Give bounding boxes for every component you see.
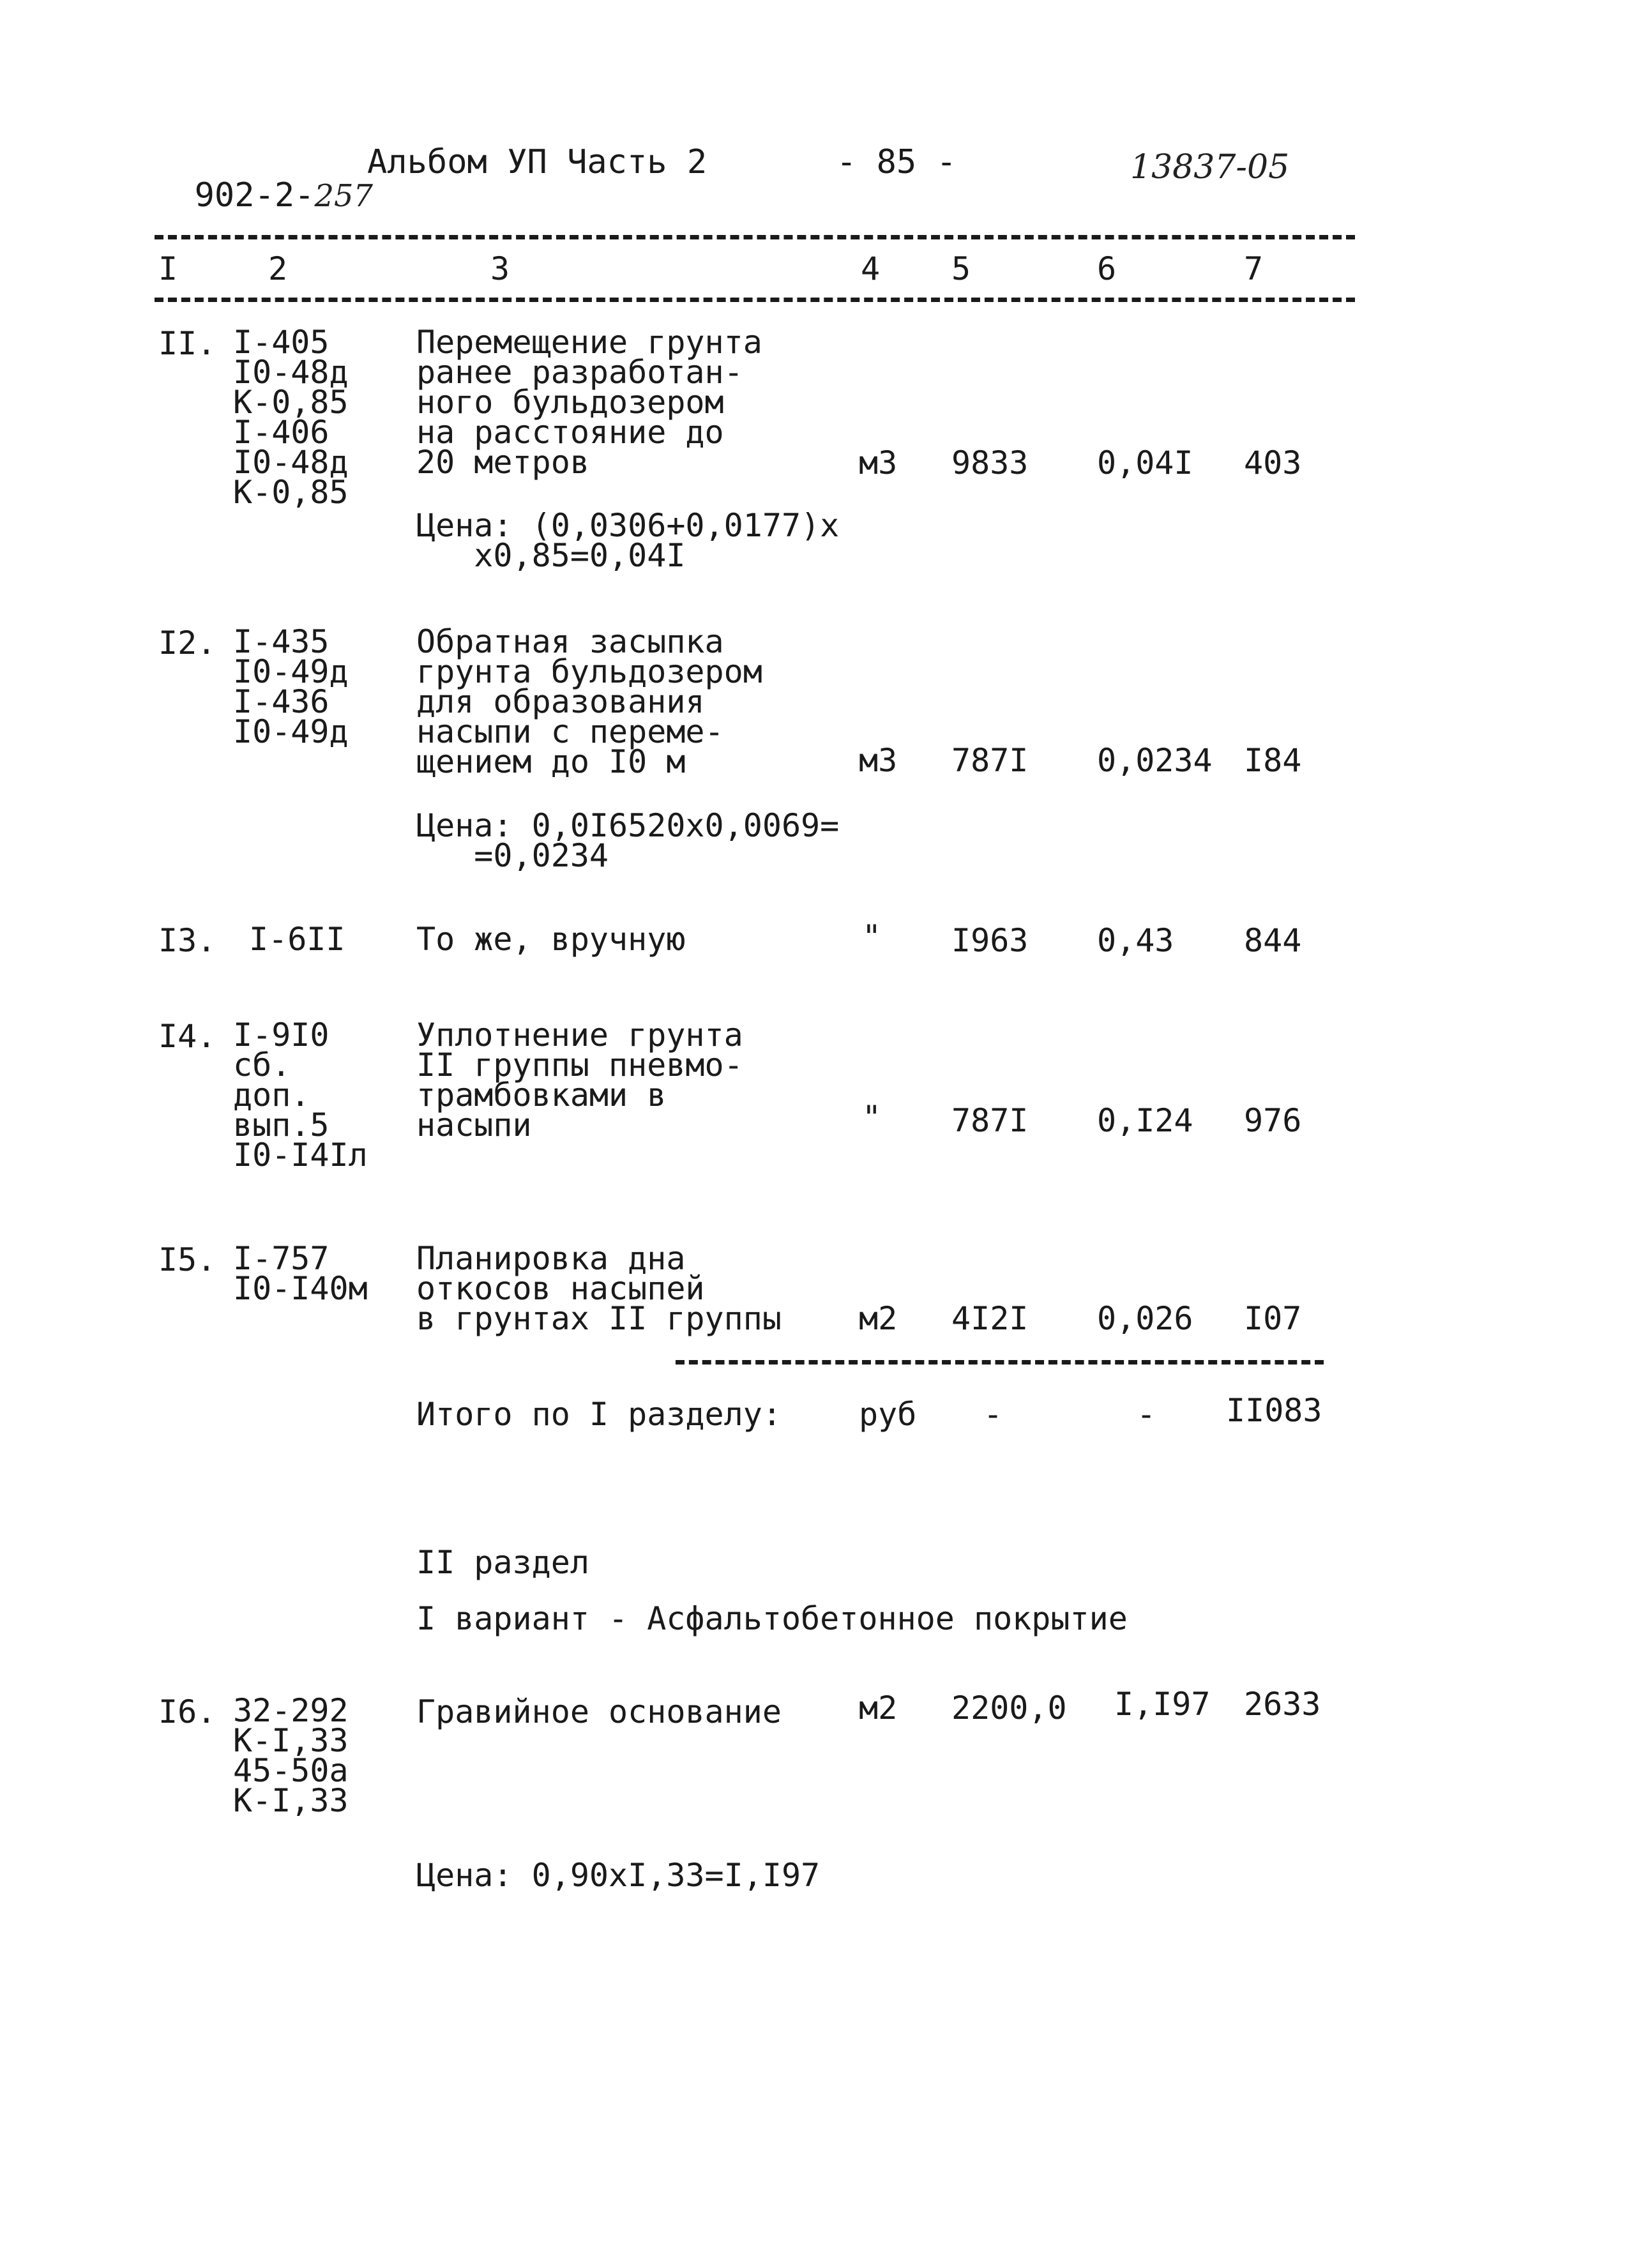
row-13-number: I3. — [158, 922, 216, 959]
row-11-price-note: Цена: (0,0306+0,0177)х х0,85=0,04I — [416, 507, 840, 574]
row-14-unit-price: 0,I24 — [1097, 1102, 1193, 1139]
subtotal-rule — [676, 1360, 1324, 1365]
subtotal-quantity: - — [983, 1396, 1003, 1433]
subtotal-unit: руб — [859, 1396, 917, 1433]
column-header-4: 4 — [861, 250, 881, 287]
row-11-unit: м3 — [859, 444, 898, 481]
row-12-quantity: 787I — [951, 742, 1029, 779]
column-header-3: 3 — [490, 250, 510, 287]
row-15-number: I5. — [158, 1241, 216, 1278]
row-13-total: 844 — [1244, 922, 1302, 959]
row-12-number: I2. — [158, 624, 216, 662]
column-header-6: 6 — [1097, 250, 1117, 287]
row-11-codes: I-405 I0-48д К-0,85 I-406 I0-48д К-0,85 — [233, 324, 349, 511]
row-11-total: 403 — [1244, 444, 1302, 481]
row-11-quantity: 9833 — [951, 444, 1029, 481]
header-top-rule — [155, 235, 1355, 239]
document-code-printed: 902-2- — [194, 176, 315, 215]
row-11-unit-price: 0,04I — [1097, 444, 1193, 481]
row-12-description: Обратная засыпка грунта бульдозером для образования насыпи с переме- щением до I0 м — [416, 623, 762, 780]
header-bottom-rule — [155, 298, 1355, 302]
row-11-description: Перемещение грунта ранее разработан- ного бульдозером на расстояние до 20 метров — [416, 324, 762, 481]
row-14-unit: " — [862, 1099, 882, 1136]
subtotal-total: II083 — [1226, 1392, 1322, 1429]
row-16-unit-price: I,I97 — [1114, 1686, 1211, 1723]
row-12-unit: м3 — [859, 742, 898, 779]
column-header-5: 5 — [951, 250, 971, 287]
row-12-total: I84 — [1244, 742, 1302, 779]
archive-number: 13837-05 — [1130, 148, 1290, 186]
row-16-quantity: 2200,0 — [951, 1690, 1067, 1727]
column-header-7: 7 — [1244, 250, 1264, 287]
section-title: II раздел — [416, 1544, 589, 1581]
row-14-codes: I-9I0 сб. доп. вып.5 I0-I4Iл — [233, 1017, 368, 1174]
column-header-2: 2 — [268, 250, 288, 287]
row-13-unit: " — [862, 918, 882, 955]
row-15-unit-price: 0,026 — [1097, 1300, 1193, 1337]
subtotal-label: Итого по I разделу: — [416, 1396, 782, 1433]
row-16-price-note: Цена: 0,90хI,33=I,I97 — [416, 1857, 821, 1894]
row-14-number: I4. — [158, 1018, 216, 1055]
row-16-total: 2633 — [1244, 1686, 1321, 1723]
row-13-unit-price: 0,43 — [1097, 922, 1174, 959]
page-number: - 85 - — [836, 143, 957, 181]
row-16-description: Гравийное основание — [416, 1693, 782, 1730]
row-16-unit: м2 — [859, 1690, 898, 1727]
row-16-number: I6. — [158, 1693, 216, 1730]
column-header-1: I — [158, 250, 178, 287]
subtotal-unit-price: - — [1137, 1396, 1156, 1433]
row-13-description: То же, вручную — [416, 921, 686, 958]
document-code-handwritten: 257 — [314, 178, 374, 214]
row-12-codes: I-435 I0-49д I-436 I0-49д — [233, 623, 349, 750]
row-16-codes: 32-292 К-I,33 45-50а К-I,33 — [233, 1692, 349, 1819]
document-code — [155, 146, 374, 215]
album-title: Альбом УП Часть 2 — [367, 143, 708, 181]
section-variant: I вариант - Асфальтобетонное покрытие — [416, 1600, 1128, 1637]
row-11-number: II. — [158, 325, 216, 362]
row-15-total: I07 — [1244, 1300, 1302, 1337]
row-15-unit: м2 — [859, 1300, 898, 1337]
row-15-description: Планировка дна откосов насыпей в грунтах II группы — [416, 1240, 782, 1337]
row-15-quantity: 4I2I — [951, 1300, 1029, 1337]
row-13-quantity: I963 — [951, 922, 1029, 959]
row-12-unit-price: 0,0234 — [1097, 742, 1213, 779]
row-14-quantity: 787I — [951, 1102, 1029, 1139]
row-14-total: 976 — [1244, 1102, 1302, 1139]
row-13-codes: I-6II — [249, 921, 345, 958]
row-12-price-note: Цена: 0,0I6520х0,0069= =0,0234 — [416, 807, 840, 874]
row-15-codes: I-757 I0-I40м — [233, 1240, 368, 1307]
row-14-description: Уплотнение грунта II группы пневмо- трамбовками в насыпи — [416, 1017, 743, 1144]
